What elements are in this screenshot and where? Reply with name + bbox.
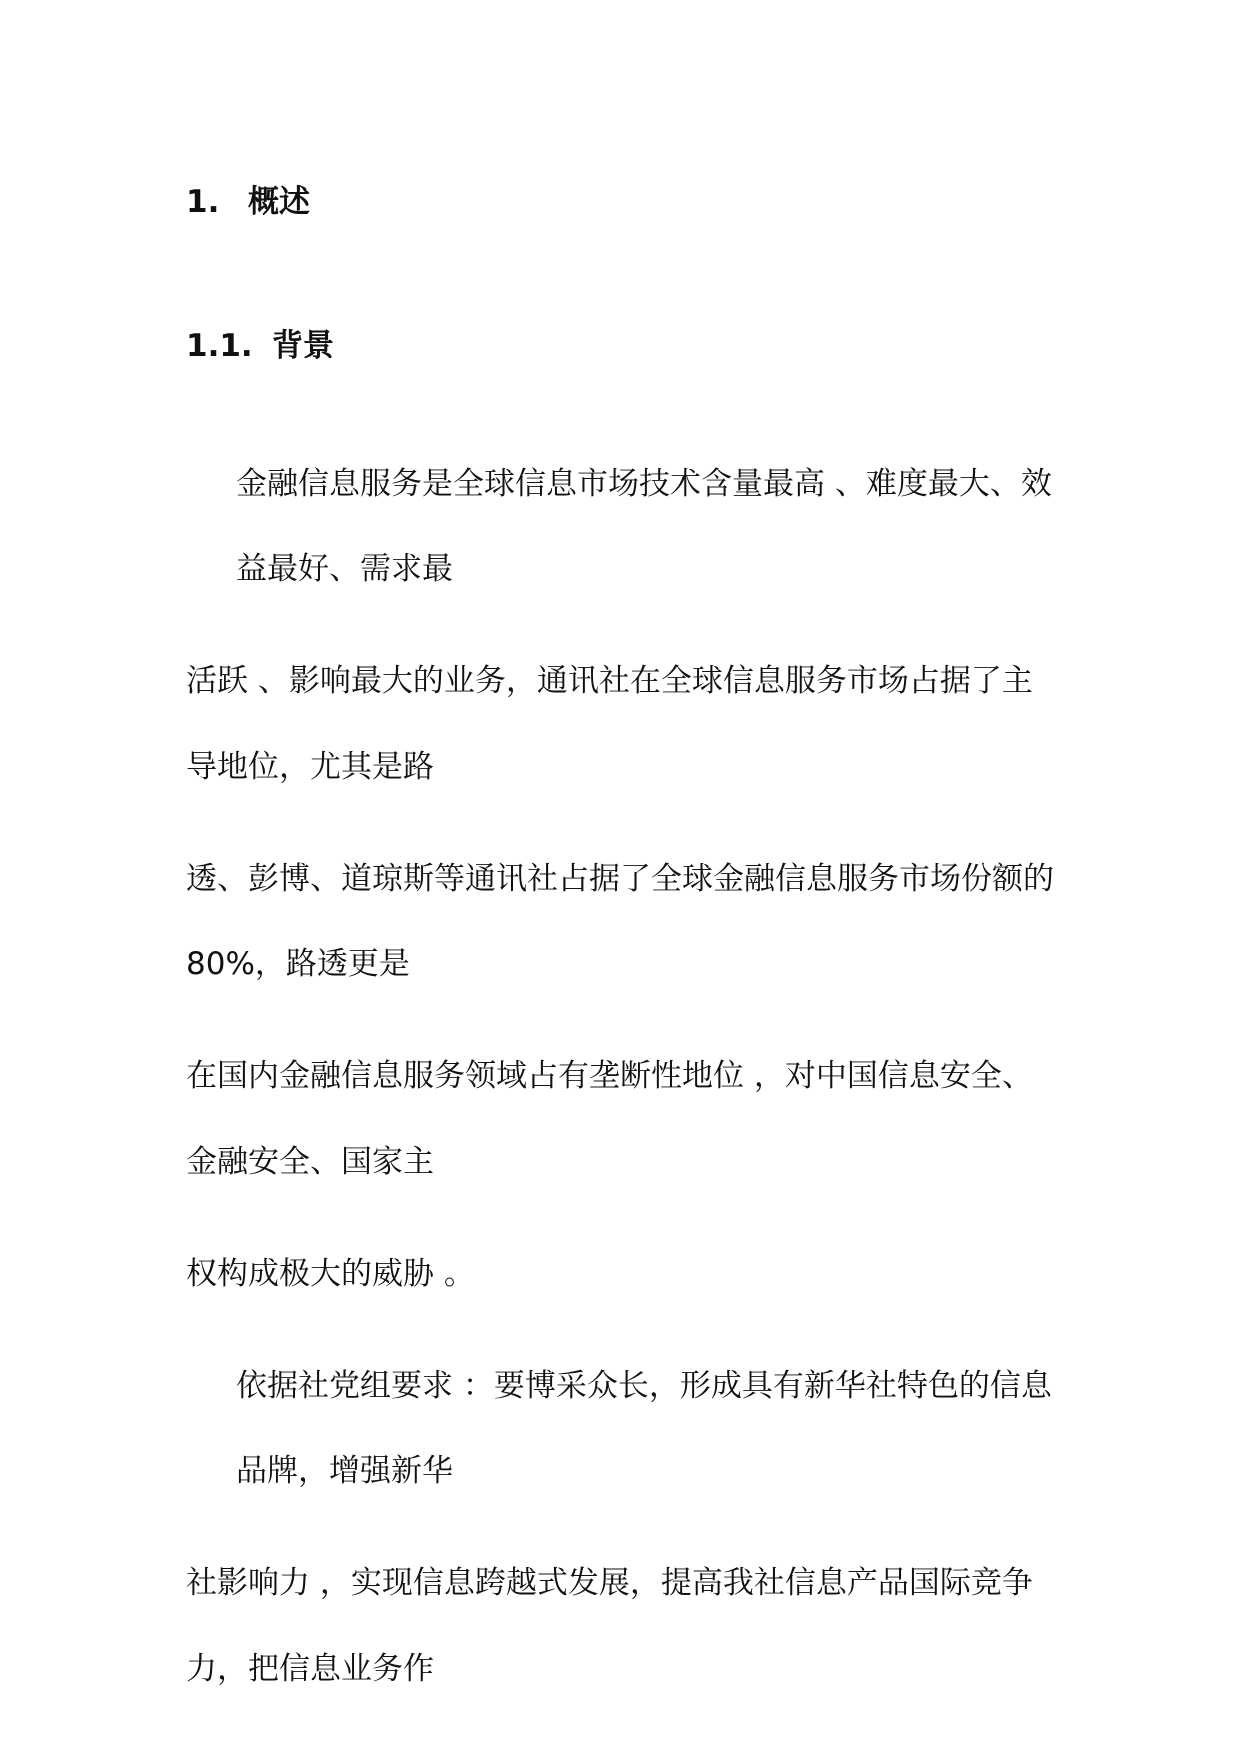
paragraph-line: 金融安全、国家主 [186,1144,434,1180]
paragraph-line: 80%，路透更是 [186,946,410,982]
paragraph-line: 品牌，增强新华 [236,1453,453,1489]
section-heading-1 [186,176,310,221]
paragraph-line: 依据社党组要求 ：要博采众长，形成具有新华社特色的信息 [236,1368,1052,1404]
paragraph-line: 社影响力 ，实现信息跨越式发展，提高我社信息产品国际竞争 [186,1565,1033,1601]
paragraph-line: 活跃 、影响最大的业务，通讯社在全球信息服务市场占据了主 [186,663,1033,699]
section-number: 1. [186,184,220,220]
paragraph-line: 导地位，尤其是路 [186,749,434,785]
paragraph-line: 权构成极大的威胁 。 [186,1256,475,1292]
paragraph-line: 在国内金融信息服务领域占有垄断性地位 ，对中国信息安全、 [186,1058,1033,1094]
subsection-heading-1-1 [186,320,334,365]
paragraph-line: 金融信息服务是全球信息市场技术含量最高 、难度最大、效 [236,466,1052,502]
paragraph-line: 透、彭博、道琼斯等通讯社占据了全球金融信息服务市场份额的 [186,861,1054,897]
paragraph-line: 力，把信息业务作 [186,1651,434,1687]
section-title: 概述 [248,184,310,220]
paragraph-line: 益最好、需求最 [236,551,453,587]
subsection-title: 背景 [272,328,334,364]
subsection-number: 1.1. [186,328,253,364]
